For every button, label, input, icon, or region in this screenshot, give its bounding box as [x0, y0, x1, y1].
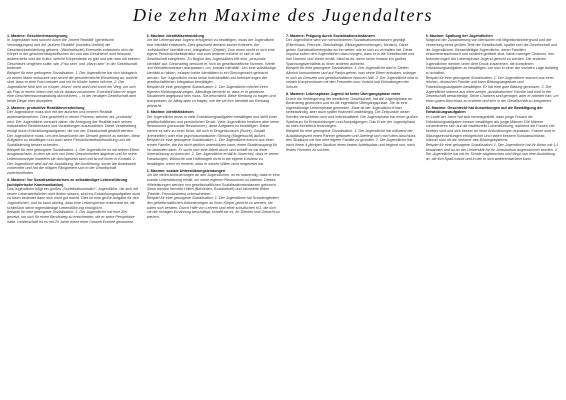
section-text: Durch die Verlängerung der westlichen Gesellschaft, hat die Jugendphase an Bedeutung gewonnen und ist die eigentliche Übergangsphase. Sie ist eine eigenständige Lebensphase geworden. Zwar ist der Jugendliche früher selbstständig, aber auch später finanziell unabhängig. Die Zeitpunkte dieser Schritte verschieben sich und individualisiert. Die Jugendphase hat einen großen Spielraum für Entscheidungen und Ausprägungen. Das Ende der Jugendphase ist nicht einheitlich festzulegen. [286, 96, 419, 129]
column-1 [7, 33, 141, 399]
section-heading: 7. Maxime: Prägung durch Sozialisationsinstanzen [286, 33, 375, 38]
section-text: Im Laufe der Jahre hat sich herausgestellt, dass junge Frauen die Entwicklungsaufgaben besser bewältigen als junge Männer. Die Männer konzentrieren sich auf die traditionelle Lebensführung, während die Frauen viel flexibler sind und sich besser an neue Anforderungen anpassen. Frauen sind in Bildungseinrichtungen erfolgreicher und haben bessere Schulabschlüsse, Männer sind oft die Verlierer des Bildungssystems. [425, 115, 555, 143]
section-examples: Beispiel für eine gelungene Sozialisation: 1. Der Jugendliche hat ihr Abitur mit 1,1 bestanden und ist an der Universität für ihr Jurastudium angenommen worden. 2. Der Jugendliche hat mit ihr Schule abgebrochen und fängt nun eine Ausbildung an, die ihm Spaß macht und in der er sich weiterentwickeln kann. [425, 143, 559, 162]
section-examples: Beispiel für eine gelungene Sozialisation: 1. Der Jugendliche stammt aus einer reichen, deutschen Familie und kann Bildungsangebote und Entwicklungsaufgaben bewältigen. Er hat eine gute Bildung genossen. 2. Der Jugendliche stammt aus einer armen „ausländischen“ Familie und wird in der Gesellschaft benachteiligt. Seine Chancen sind geringer, aber er arbeitet hart, um einen guten Abschluss zu erzielen und sich in der Gesellschaft zu integrieren. [425, 75, 559, 103]
section-maxime-2 [7, 106, 141, 176]
columns-container [7, 33, 559, 399]
section-text: Der Jugendliche wird von verschiedenen Sozialisationsinstanzen geprägt (Elternhaus, Freunde, Gleichaltrige, Bildungseinrichtungen, Medien). Diese geben Sozialisationsimpulse an ihn weiter, wie er sich zu verhalten hat. Diese Impulse sollen den Jugendlichen dazu bringen, dass er in die Gesellschaft und ihre Normen und Werte erhält. Ideal ist es, wenn keine Instanz ein großes Spannungsverhältnis zu einer anderen aufweist. [286, 38, 415, 66]
section-maxime-7 [286, 34, 420, 90]
section-maxime-9 [426, 34, 560, 104]
section-text: Um die vielen Anforderungen an den Jugendlichen, ist es notwendig, dass er eine soziale Unterstützung erhält, um seine eigenen Ressourcen zu stärken. Dieses Hilfeleistungen werden von gesellschaftlichen Sozialisationsinstanzen gebracht. Diese werden formelle Hilfen (Behörden, Sozialarbeit) und informelle Hilfen (Familie, Freundeskreis) unterscheiden. [146, 173, 280, 196]
page-title: Die zehn Maxime des Jugendalters [133, 5, 433, 25]
section-text: Der Jugendliche muss in viele Entwicklungsaufgaben bewältigen und stellt einer gesellschaftlichen und persönlichen Druck. Viele Jugendliche besitzen aber keine Ressourcen (personale Ressourcen), diese Aufgaben zu bewältigen. Daher kommt es sehr zu einer Krise, die sich in Drogenkonsum (Sucht), Gewalt (kriminellen) oder eine psychosomatischen Störung (Magersucht) äußert. [146, 115, 280, 138]
section-text: Das Jugendliche trägt ein großes „Sozialisationsrisiko“. Jugendliche, die sich mit neuen Lebensentwürfen nicht finden wissen, sind ins Entwicklungsaufgaben nicht zu lösen bedeutet dann sich nicht gut macht. Dies ist eine große Aufgabe für den Jugendlichen, und es kann wichtig, dass eine Lebensperson erkennbar ist, die schließlich seine eigenständige Lebensführung ermöglicht. [7, 187, 141, 210]
column-2 [147, 33, 281, 399]
section-heading: 6. Maxime: soziale Unterstützungsleistungen [146, 168, 226, 173]
section-text: Aufgrund der Zuwanderung von Menschen mit Migrationshintergrund und der Verarmung eines großen Teils der Gesellschaft, spaltet sich die Gesellschaft und die Jugendlichen. Benachteiligte Jugendliche, deren Familien einkommensschwach und schlecht gebildet sind, haben weniger Chancen, den Anforderungen der Lebensphase Jugend gerecht zu werden. Die anderen Jugendlichen werden unter dem Druck zusammen, die komplexen Entwicklungsaufgaben zu bewältigen, um sich in einer der sozialen Lage Aufstieg zu schaffen. [425, 38, 559, 76]
section-examples: Beispiel für eine gelungene Sozialisation: 1. Der Jugendliche hat eine Ziel gesetzt, um sich für einen Berufsweg zu entscheiden, die er seine Perspektive hatte. Leidenschaft ist es mit 20 Jahre einen einer Umwelt Erziehe gewonnen. [7, 210, 135, 224]
section-heading: 3. Maxime: Vor Sozialisationskrisen zu selbständiger Lebensführung (schöpferische Kommunikation) [7, 177, 128, 187]
section-maxime-4 [147, 34, 281, 109]
section-heading: 5. Maxime: Identitätskrisen [146, 110, 194, 115]
section-text: Der Jugendliche muss sich mit der äußeren und inneren Realität auseinandersetzen. Dies geschieht in einem Prozess, welcher als „produktiv“ wird. Der Jugendliche versucht dabei, die Anregung der Realität nach seinen individuellen Bedürfnissen und Vorstellungen auszuwählen. Diese Verarbeitung erfolgt durch Entwicklungsaufgaben, die von der Gesellschaft gestellt werden. Der Jugendliche muss, um den Ansprüchen der Umwelt gerecht zu werden, diese Aufgaben zu bewältigen und auch seine Persönlichkeitsentwicklung und die Sozialisierung besser schreiten. [7, 110, 141, 148]
column-4 [426, 33, 560, 399]
section-maxime-10 [426, 106, 560, 162]
column-3 [286, 33, 420, 399]
section-examples: Beispiel für eine gelungene Sozialisation: 1. Der Jugendliche hat Schwierigkeiten, den gesellschaftlichen Anforderungen an ihren Körper gerecht zu werden, sie sollen sich beraten. Durch Hilfe von Lehrern und einer schulischen KG, die sich mit der richtigen Ernährung beschäftigt, schafft sie es, ihr Denken und Gewicht zu steuern. [146, 196, 280, 220]
section-examples: Beispiel für eine gelungene Sozialisation: 1. Der Jugendliche hat während der Ausbildungszeit einen Partner gefunden und überlegt sich nach dem Abschluss des Studiums mit ihm eine eigene Familie zu gründen. 2. Die Jugendliche hat nach ihrem 4-jährigen Studium einen festen Arbeitsplatz und beginnt nun, nach festen Partnern zu suchen. [286, 129, 416, 152]
section-examples: Beispiel für eine gelungene Sozialisation: 1. Der Jugendliche ist mit seinen Eltern ausgewachsen, in dem sie sich von ihren Gewohnheiten abgrenzt und für seine Lebenskonzepte inwiefern sie durchgesetzt sind und ist mit ihnen in Kontakt. 2. Der Jugendliche wird auf die Ausbildung, die Ausführung, sowie die Arbeitswelt vorbereitet und hat die nötigen Fähigkeiten sich in der Gesellschaft zurechtzufinden. [7, 147, 140, 176]
section-heading: 8. Maxime: Lebensphase Jugend ist keine Übergangsphase mehr [286, 91, 401, 96]
section-maxime-5 [147, 110, 281, 166]
section-examples: Beispiel für eine gelungene Sozialisation: 1. Der Jugendliche darf in Stellen Alkohol konsumieren und auf Partys gehen, was seine Eltern erlauben, solange er sich an Grenzen und gesellschaftliche Normen hält. 2. Der Jugendliche wird in seinen Kompromissen mit den Freunden zum Vorbild und Einhaltungen der Schule. [286, 66, 418, 90]
section-maxime-1 [7, 34, 141, 104]
section-examples: Beispiel für eine gelungene Sozialisation: 1. Der Jugendliche kommt aus einer armen Familie, die ihn nicht wirklich unterstützen kann, einen Studienzugang für ihn bezahlen kann. Er sucht sich eine Arbeit durch und schafft es mit einer Unterstützung zu kommen. 2. Der Jugendliche erhält in Unterricht, dass er seiner Erwartungen, Wünsche und Hoffnungen nicht in die eigene Existenz zu bewältigen, wenn es erreicht, dass er seinen Willen nicht eingesetzt hat. [146, 138, 279, 166]
section-heading: 4. Maxime: Identitätsentwicklung [146, 33, 205, 38]
section-maxime-3 [7, 178, 141, 225]
section-examples: Beispiel für eine gelungene Sozialisation: 1. Der Jugendliche hat sich biologisch zu einem Mann entwickelt und nimmt die geschlechtliche Einstellung an, welche sind, dass er eine Frau heiratet und mit ihr Kinder haben möchte. 2. Der Jugendliche fühlt sich im Körper „Mann“ nicht wohl und sucht ein Weg, um sich als Frau in einem Mann und mit ihr daraus zusammen. Eventuell kann er sogar eine Geschlechtsumwandlung durchführen. – In der heutigen Gesellschaft wird beide Dinge eher akzeptiert. [7, 71, 138, 103]
section-heading: 10. Maxime: Geschlecht hat Auswirkungen auf die Bewältigung der Entwicklungsaufgaben [425, 105, 543, 115]
section-text: Um die Lebensphase Jugend erfolgreich zu bewältigen, muss der Jugendliche eine Identität entwickeln. Dies geschieht anhand zweier Kriterien: der „individuellen“ Identität und „Integration“ (Objekt). Zum einen sucht er sich eine eigene Persönlichkeitsstruktur und zum anderen möchte er sich in die Gesellschaft integrieren. Zu Beginn des Jugendalters tritt eine „personale Identität“ auf. Gleichzeitig versucht er, sich an gesellschaftliche Normen, Werte und Verhaltensweisen anzupassen, um „soziale Identität“. Um eine vollständige Identität zu bilden, müssen beide Identitäten in ein Gleichgewicht gebracht werden. Der Jugendliche muss seine Individualität und Anforderungen der gesellschaftlichen Integration bewältigen. [146, 38, 277, 85]
section-examples: Beispiel für eine gelungene Sozialisation: 1. Der Jugendliche möchte ihren eigenen Kleidungsstil zeigen. Allerdings bemerkt er, dass er in gewissen Situationen angepasst sein muss. Sie beschließt, diese Kleidung zu tragen und anzupassen, im Alltag aber zu tragen, wie die sie ihre Identität am Einklang gebracht. [146, 85, 276, 108]
section-maxime-8 [286, 92, 420, 153]
section-maxime-6 [147, 169, 281, 220]
section-heading: 1. Maxime: Geschlechtsaneignung [7, 33, 68, 38]
section-heading: 2. Maxime: produktive Realitätsverarbeitung [7, 105, 85, 110]
section-heading: 9. Maxime: Spaltung der Jugendlichen [425, 33, 493, 38]
section-text: In Jugendalter wird sowohl durch die „innere Realität“ (genetische Veranlagungen) und die „äußere Realität“ (soziales Umfeld) die Geschlechtseinstellung geformt. (Wechselspiel) Einerseits entwickeln sich die Körper in der geschlechtsspezifischen Art und das Geschlecht wird bewusst, andererseits wird die Kultur, welche Körperideale es gibt und wie man mit seinem Geschlecht umgehen sollte, wie „Frau sein“ und „Mann sein“ in der Gesellschaft bedeutet. [7, 38, 140, 71]
